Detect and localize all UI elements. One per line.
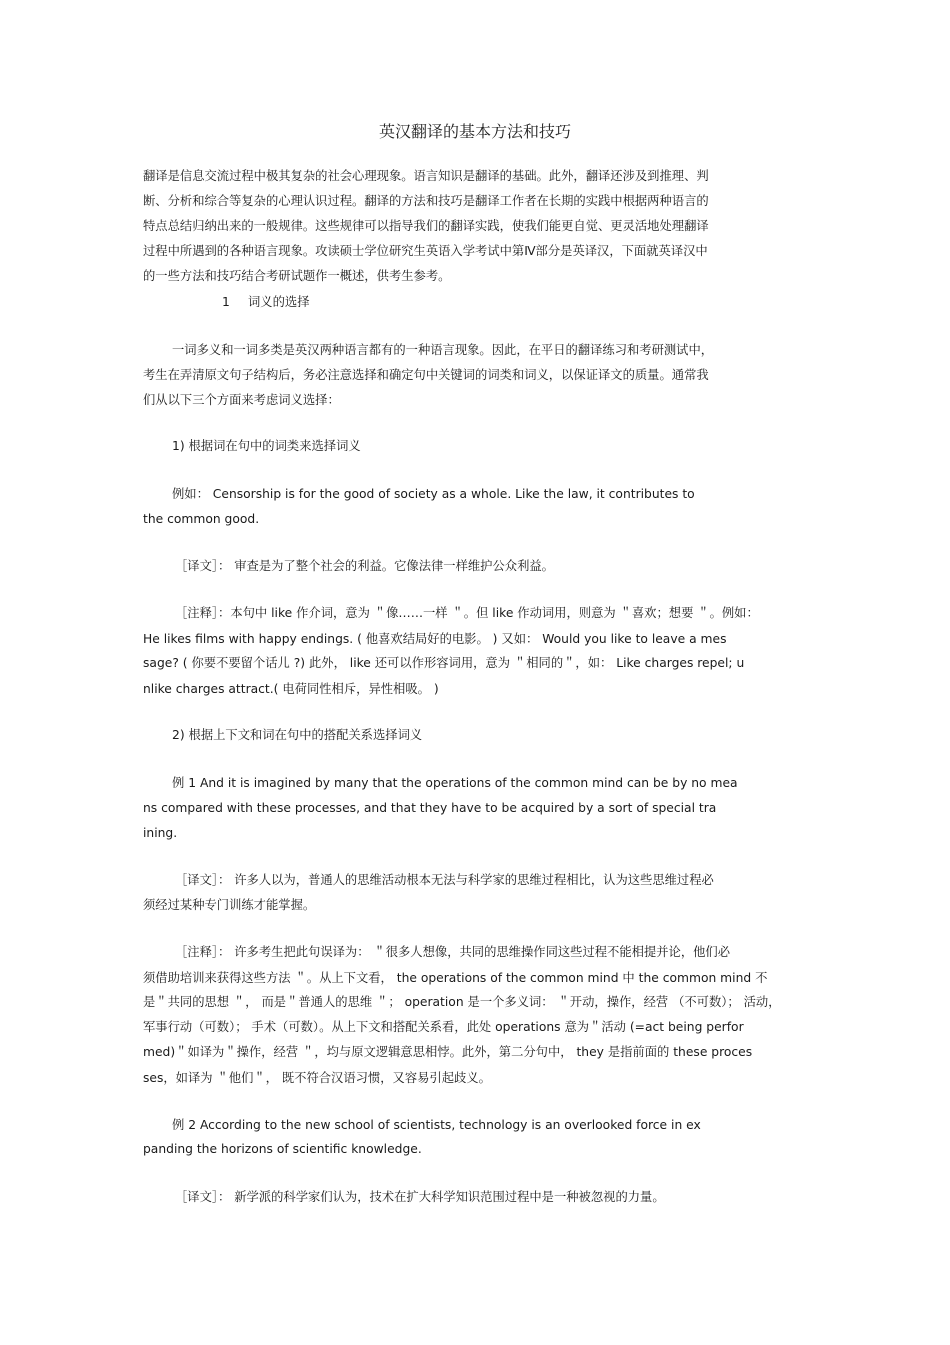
intro-line: 特点总结归纳出来的一般规律。这些规律可以指导我们的翻译实践，使我们能更自觉、更灵活地处理翻译 (143, 219, 709, 233)
body-line: 们从以下三个方面来考虑词义选择： (143, 393, 340, 407)
intro-line: 过程中所遇到的各种语言现象。攻读硕士学位研究生英语入学考试中第Ⅳ部分是英译汉，下面就英译汉中 (143, 244, 708, 258)
example-line: 例 2 According to the new school of scientists, technology is an overlooked force in ex (172, 1118, 701, 1132)
intro-line: 翻译是信息交流过程中极其复杂的社会心理现象。语言知识是翻译的基础。此外，翻译还涉及到推理、判 (143, 169, 709, 183)
note-line: med)＂如译为＂操作，经营 ＂，均与原文逻辑意思相悖。此外，第二分句中， they 是指前面的 these proces (143, 1045, 753, 1059)
example-line: ns compared with these processes, and that they have to be acquired by a sort of special tra (143, 801, 717, 815)
subheading: 2) 根据上下文和词在句中的搭配关系选择词义 (172, 728, 423, 742)
intro-line: 的一些方法和技巧结合考研试题作一概述，供考生参考。 (143, 269, 451, 283)
intro-line: 断、分析和综合等复杂的心理认识过程。翻译的方法和技巧是翻译工作者在长期的实践中根据两种语言的 (143, 194, 709, 208)
section-heading: 词义的选择 (248, 295, 310, 309)
example-line: the common good. (143, 512, 260, 526)
section-number: 1 (222, 295, 230, 309)
translation-line: ［译文］： 新学派的科学家们认为，技术在扩大科学知识范围过程中是一种被忽视的力量。 (175, 1190, 665, 1204)
note-line: 须借助培训来获得这些方法 ＂。从上下文看， the operations of the common mind 中 the common mind 不 (143, 971, 768, 985)
translation-line: ［译文］： 许多人以为，普通人的思维活动根本无法与科学家的思维过程相比，认为这些思维过程必 (175, 873, 714, 887)
example-line: 例如： Censorship is for the good of society as a whole. Like the law, it contributes to (172, 487, 695, 501)
subheading: 1) 根据词在句中的词类来选择词义 (172, 439, 361, 453)
note-line: 是＂共同的思想 ＂， 而是＂普通人的思维 ＂； operation 是一个多义词： ＂开动，操作，经营 （不可数）； 活动， (143, 995, 781, 1009)
translation-line: ［译文］： 审查是为了整个社会的利益。它像法律一样维护公众利益。 (175, 559, 554, 573)
note-line: sage? ( 你要不要留个话儿 ?) 此外， like 还可以作形容词用，意为 ＂相同的＂，如： Like charges repel; u (143, 656, 745, 670)
translation-line: 须经过某种专门训练才能掌握。 (143, 898, 316, 912)
body-line: 考生在弄清原文句子结构后，务必注意选择和确定句中关键词的词类和词义，以保证译文的质量。通常我 (143, 368, 709, 382)
example-line: panding the horizons of scientific knowledge. (143, 1142, 422, 1156)
body-line: 一词多义和一词多类是英汉两种语言都有的一种语言现象。因此，在平日的翻译练习和考研测试中， (172, 343, 714, 357)
note-line: ses，如译为 ＂他们＂， 既不符合汉语习惯，又容易引起歧义。 (143, 1071, 491, 1085)
example-line: ining. (143, 826, 178, 840)
page-title: 英汉翻译的基本方法和技巧 (378, 122, 571, 141)
note-line: 军事行动（可数）； 手术（可数）。从上下文和搭配关系看，此处 operations 意为＂活动 (=act being perfor (143, 1020, 744, 1034)
note-line: He likes films with happy endings. ( 他喜欢结局好的电影。 ) 又如： Would you like to leave a mes (143, 632, 727, 646)
example-line: 例 1 And it is imagined by many that the operations of the common mind can be by no mea (172, 776, 738, 790)
note-line: ［注释］： 许多考生把此句误译为： ＂很多人想像，共同的思维操作同这些过程不能相提并论，他们必 (175, 945, 731, 959)
note-line: ［注释］：本句中 like 作介词，意为 ＂像……一样 ＂。但 like 作动词用，则意为 ＂喜欢；想要 ＂。例如： (175, 606, 759, 620)
note-line: nlike charges attract.( 电荷同性相斥，异性相吸。 ) (143, 682, 439, 696)
